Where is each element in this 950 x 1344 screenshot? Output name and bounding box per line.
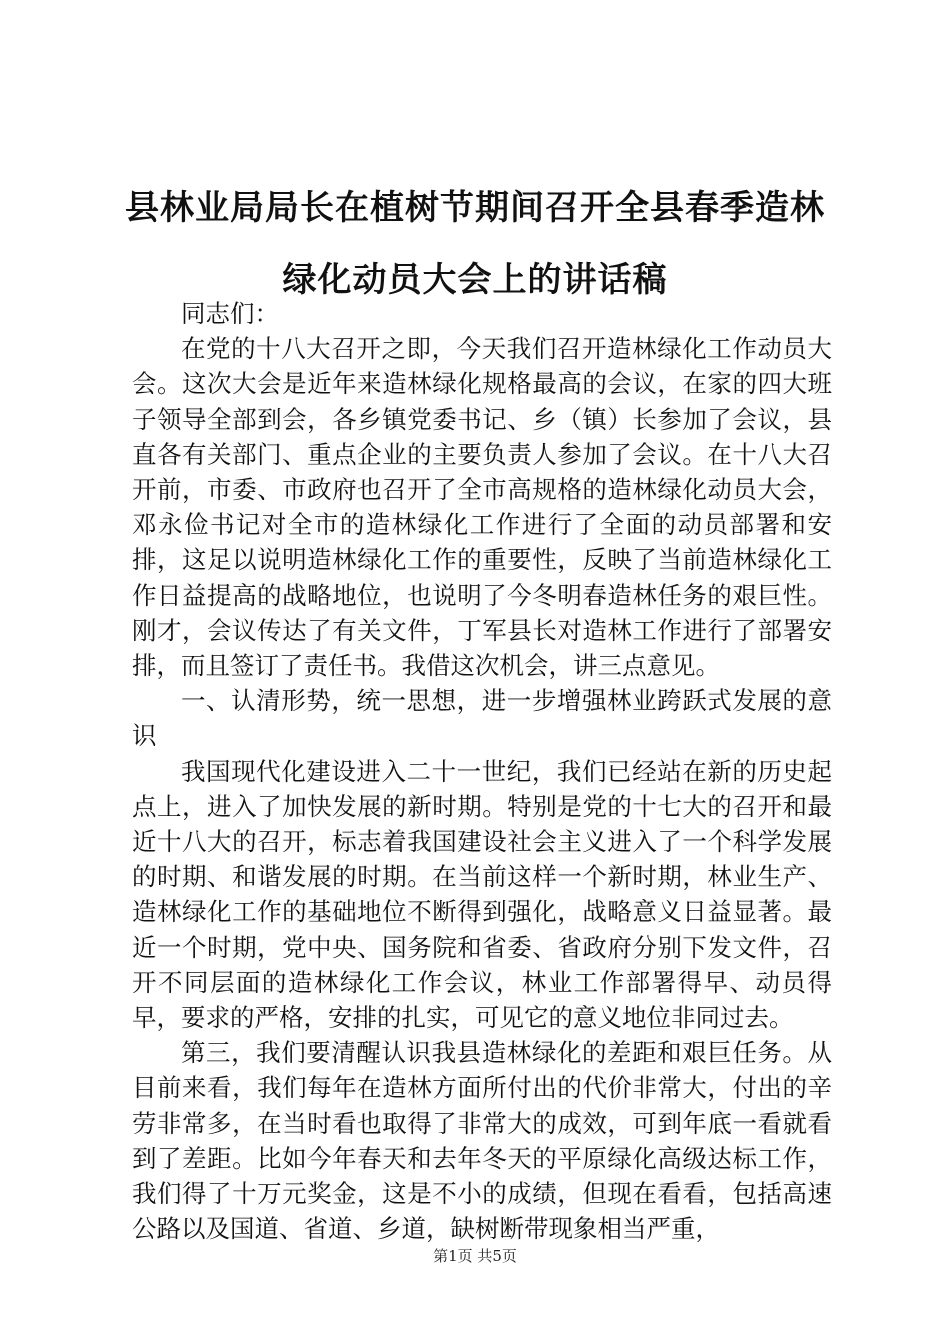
title-line-1: 县林业局局长在植树节期间召开全县春季造林 (125, 188, 825, 228)
salutation: 同志们： (181, 299, 279, 328)
paragraph: 第三，我们要清醒认识我县造林绿化的差距和艰巨任务。从目前来看，我们每年在造林方面所付出的代价非常大，付出的辛劳非常多，在当时看也取得了非常大的成效，可到年底一看就看到了差距。比如今年春天和去年冬天的平原绿化高级达标工作，我们得了十万元奖金，这是不小的成绩，但现在看看，包括高速公路以及国道、省道、乡道，缺树断带现象相当严重， (132, 1038, 832, 1244)
title-line-2: 绿化动员大会上的讲话稿 (282, 260, 668, 300)
paragraph: 在党的十八大召开之即，今天我们召开造林绿化工作动员大会。这次大会是近年来造林绿化规格最高的会议，在家的四大班子领导全部到会，各乡镇党委书记、乡（镇）长参加了会议，县直各有关部门、重点企业的主要负责人参加了会议。在十八大召开前，市委、市政府也召开了全市高规格的造林绿化动员大会，邓永俭书记对全市的造林绿化工作进行了全面的动员部署和安排，这足以说明造林绿化工作的重要性，反映了当前造林绿化工作日益提高的战略地位，也说明了今冬明春造林任务的艰巨性。刚才，会议传达了有关文件，丁军县长对造林工作进行了部署安排，而且签订了责任书。我借这次机会，讲三点意见。 (132, 334, 832, 681)
section-heading: 一、认清形势，统一思想，进一步增强林业跨跃式发展的意识 (132, 686, 832, 751)
document-body (132, 296, 832, 1246)
page-footer: 第1页 共5页 (433, 1247, 517, 1265)
paragraph: 我国现代化建设进入二十一世纪，我们已经站在新的历史起点上，进入了加快发展的新时期。特别是党的十七大的召开和最近十八大的召开，标志着我国建设社会主义进入了一个科学发展的时期、和谐发展的时期。在当前这样一个新时期，林业生产、造林绿化工作的基础地位不断得到强化，战略意义日益显著。最近一个时期，党中央、国务院和省委、省政府分别下发文件，召开不同层面的造林绿化工作会议，林业工作部署得早、动员得早，要求的严格，安排的扎实，可见它的意义地位非同过去。 (132, 756, 832, 1033)
document-title (110, 172, 840, 316)
